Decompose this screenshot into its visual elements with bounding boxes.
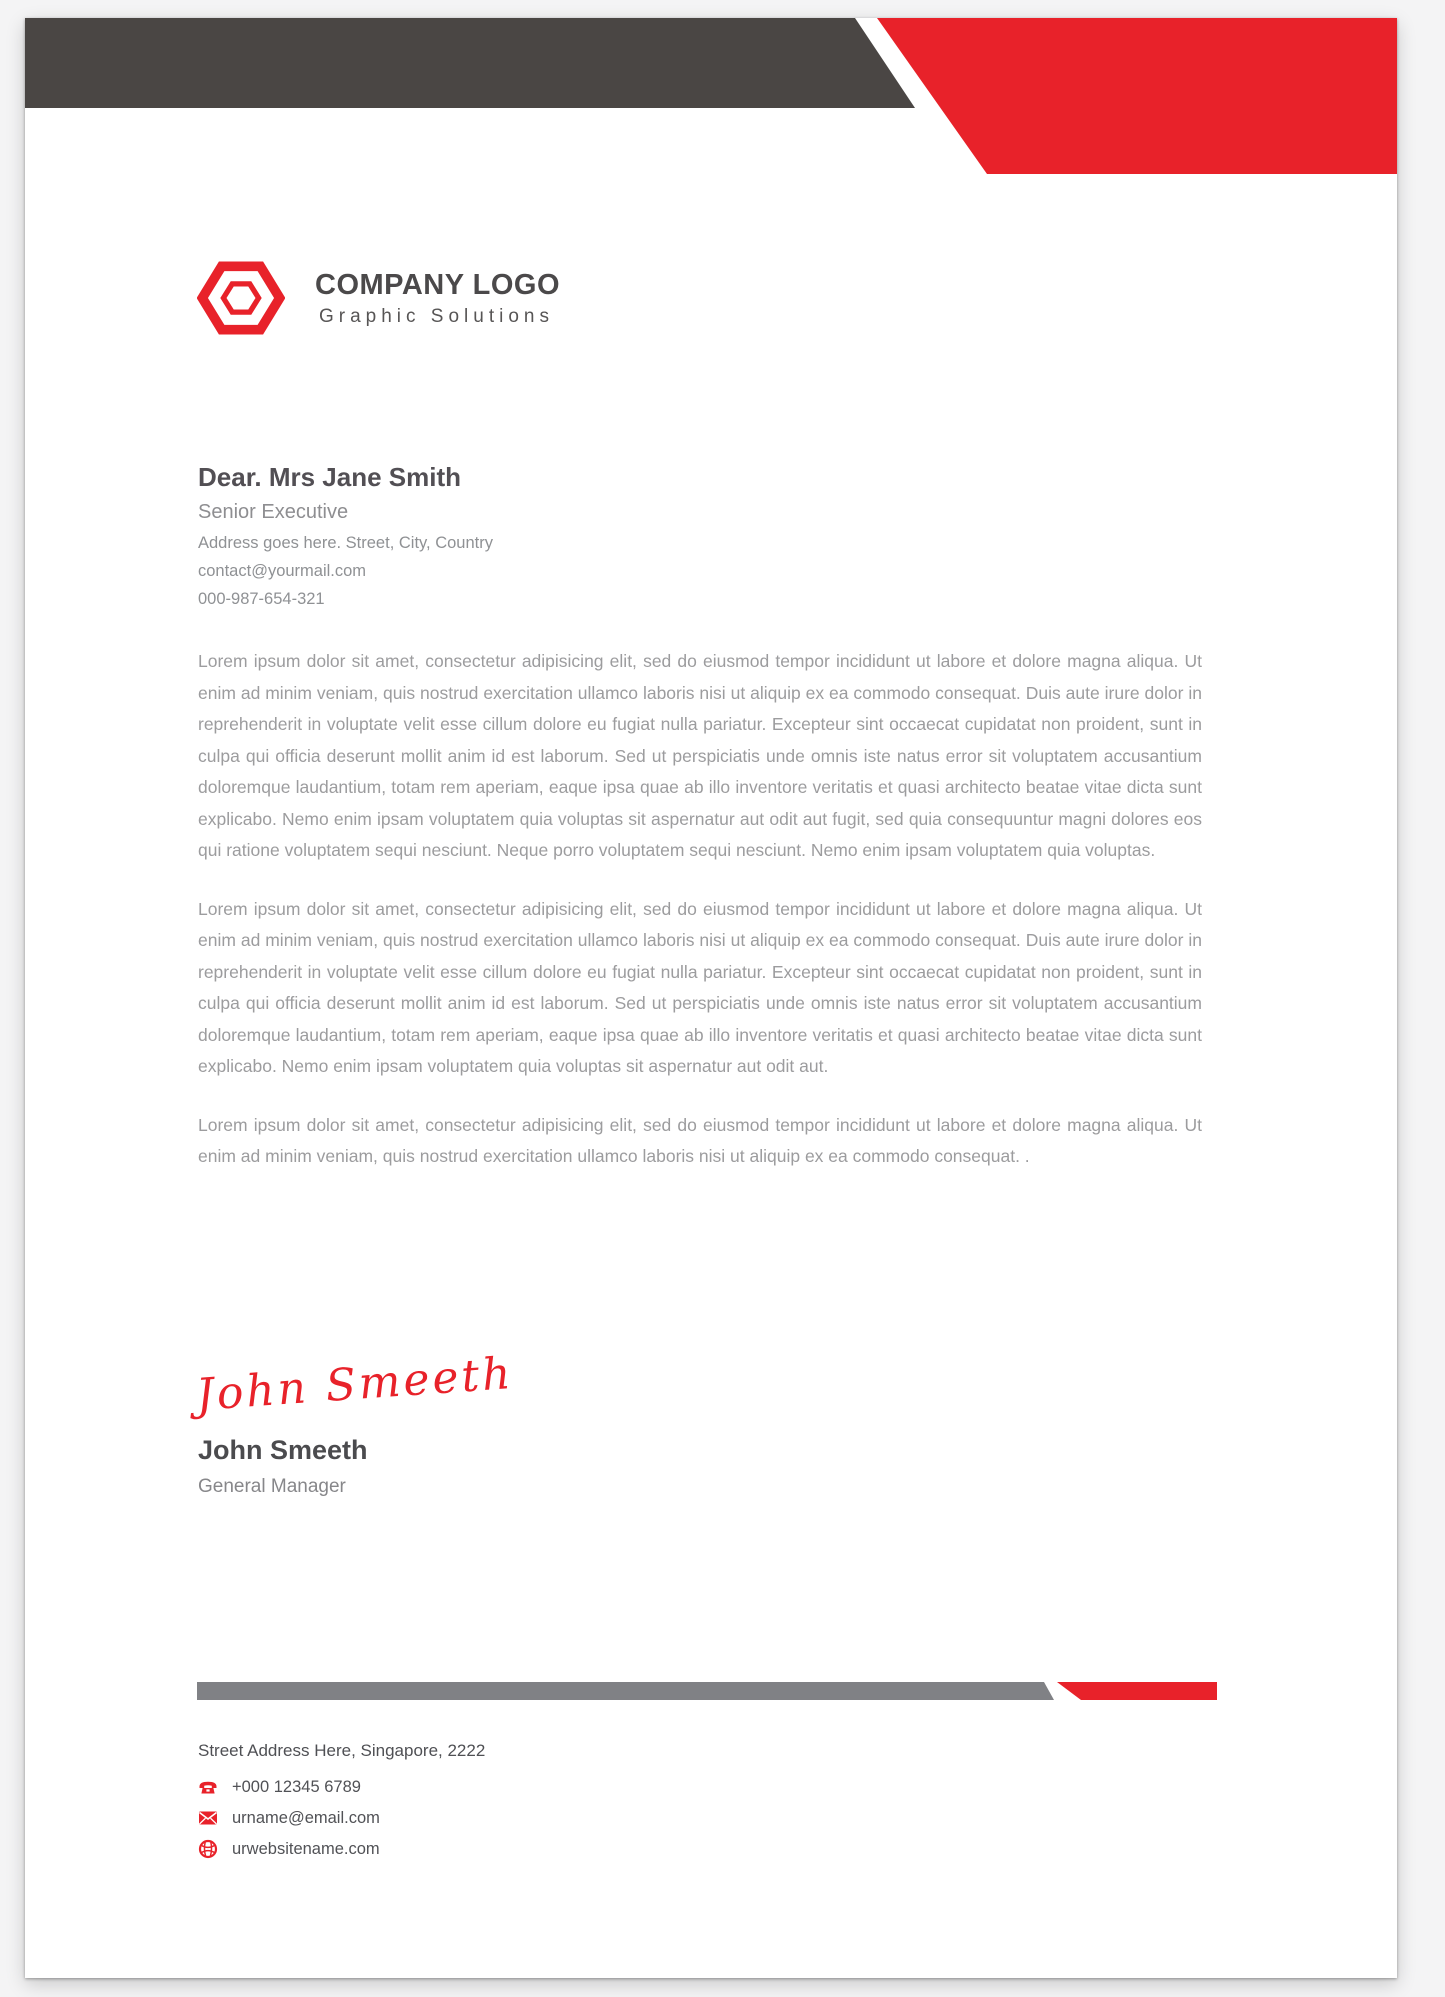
footer-website-row (198, 1839, 485, 1859)
footer-email-row (198, 1808, 485, 1828)
signer-title: General Manager (198, 1476, 346, 1497)
recipient-address: Address goes here. Street, City, Country (198, 534, 493, 552)
recipient-job-title: Senior Executive (198, 501, 349, 523)
letter-paragraph-1: Lorem ipsum dolor sit amet, consectetur adipisicing elit, sed do eiusmod tempor incididunt ut labore et dolore magna aliqua. Ut enim ad minim veniam, quis nostrud exercitation ullamco laboris nisi ut aliquip ex ea commodo consequat. Duis aute irure dolor in reprehenderit in voluptate velit esse cillum dolore eu fugiat nulla pariatur. Excepteur sint occaecat cupidatat non proident, sunt in culpa qui officia deserunt mollit anim id est laborum. Sed ut perspiciatis unde omnis iste natus error sit voluptatem accusantium doloremque laudantium, totam rem aperiam, eaque ipsa quae ab illo inventore veritatis et quasi architecto beatae vitae dicta sunt explicabo. Nemo enim ipsam voluptatem quia voluptas sit aspernatur aut odit aut fugit, sed quia consequuntur magni dolores eos qui ratione voluptatem sequi nesciunt. Neque porro voluptatem sequi nesciunt. Nemo enim ipsam voluptatem quia voluptas. (198, 651, 1202, 860)
footer-street-address: Street Address Here, Singapore, 2222 (198, 1741, 486, 1760)
recipient-phone: 000-987-654-321 (198, 590, 325, 608)
company-name: COMPANY LOGO (315, 268, 560, 301)
recipient-salutation: Dear. Mrs Jane Smith (198, 462, 461, 492)
footer-bar-gray-segment (197, 1682, 1054, 1700)
phone-icon (198, 1777, 218, 1797)
letter-paragraph-3: Lorem ipsum dolor sit amet, consectetur adipisicing elit, sed do eiusmod tempor incididunt ut labore et dolore magna aliqua. Ut enim ad minim veniam, quis nostrud exercitation ullamco laboris nisi ut aliquip ex ea commodo consequat. . (198, 1114, 1202, 1166)
footer-phone-row (198, 1777, 485, 1797)
footer-email[interactable]: urname@email.com (232, 1808, 380, 1827)
header-gray-band (25, 18, 915, 108)
recipient-block (198, 462, 493, 608)
header-banner-graphic (25, 18, 1397, 178)
globe-icon (198, 1839, 218, 1859)
footer-phone[interactable]: +000 12345 6789 (232, 1777, 361, 1796)
footer-contact-block (198, 1741, 485, 1859)
email-icon (198, 1808, 218, 1828)
signature-block (194, 1347, 516, 1498)
footer-website[interactable]: urwebsitename.com (232, 1839, 380, 1858)
logo-text-block (315, 269, 560, 328)
footer-divider-bar (197, 1682, 1217, 1700)
letter-page (25, 18, 1397, 1978)
letter-body (198, 646, 1202, 1200)
footer-bar-red-segment (1057, 1682, 1217, 1700)
recipient-email: contact@yourmail.com (198, 562, 367, 580)
letter-paragraph-2: Lorem ipsum dolor sit amet, consectetur adipisicing elit, sed do eiusmod tempor incididunt ut labore et dolore magna aliqua. Ut enim ad minim veniam, quis nostrud exercitation ullamco laboris nisi ut aliquip ex ea commodo consequat. Duis aute irure dolor in reprehenderit in voluptate velit esse cillum dolore eu fugiat nulla pariatur. Excepteur sint occaecat cupidatat non proident, sunt in culpa qui officia deserunt mollit anim id est laborum. Sed ut perspiciatis unde omnis iste natus error sit voluptatem accusantium doloremque laudantium, totam rem aperiam, eaque ipsa quae ab illo inventore veritatis et quasi architecto beatae vitae dicta sunt explicabo. Nemo enim ipsam voluptatem quia voluptas sit aspernatur aut odit aut. (198, 898, 1202, 1076)
signer-name: John Smeeth (198, 1435, 368, 1465)
header-red-band (877, 18, 1397, 174)
signature-script: John Smeeth (194, 1347, 515, 1421)
hexagon-logo-icon (197, 258, 285, 338)
company-tagline: Graphic Solutions (319, 305, 554, 327)
company-logo (197, 258, 560, 338)
